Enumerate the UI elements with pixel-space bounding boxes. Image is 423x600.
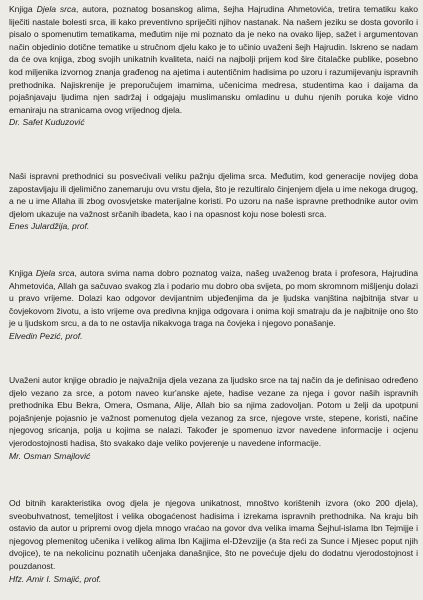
review-author: Elvedin Pezić, prof. [9,330,83,341]
book-title: Djela srca [35,268,75,278]
review-author: Hfz. Amir I. Smajić, prof. [9,573,102,584]
review-author: Mr. Osman Smajlović [9,450,91,461]
review-text [9,170,418,220]
review-4 [9,374,418,462]
review-text [9,374,418,450]
review-text [9,497,418,573]
review-3 [9,267,418,343]
review-prefix: Knjiga [9,4,37,14]
review-body: Naši ispravni prethodnici su posvećivali veliku pažnju djelima srca. Međutim, kod generacije novijeg doba zapostavljaju ili djelimično zanemaruju ovu vrstu djela, što je rezultiralo činjenjem djela u ime nekoga drugog, a ne u ime Allaha ili zbog ovosvjetske materijalne koristi. Po uzoru na naše ispravne prethodnike autor ovim djelom ukazuje na važnost srčanih ibadeta, kao i na opasnost koju nose bolesti srca. [9,171,418,219]
review-5 [9,497,418,585]
review-prefix: Knjiga [9,268,36,278]
review-body: , autora svima nama dobro poznatog vaiza, našeg uvaženog brata i profesora, Hajrudina Ahmetovića, Allah ga sačuvao svakog zla i podario mu dobro oba svijeta, po mom skromnom mišljenju dolazi u pravo vrijeme. Dolazi kao odgovor devijantnim ubjeđenjima da je ljudska vanjština najbitnija stvar u čovjekovom životu, a isto vrijeme ova predivna knjiga odgovara i onima koji smatraju da je najbitnije ono što je u ljudskom srcu, a da to ne ostavlja nikakvoga traga na čovjeka i njegovo ponašanje. [9,268,418,329]
review-body: Uvaženi autor knjige obradio je najvažnija djela vezana za ljudsko srce na taj način da je definisao određeno djelo vezano za srce, a potom naveo kur'anske ajete, hadise vezane za njega i govor naših ispravnih prethodnika Ebu Bekra, Omera, Osmana, Alije, Allah bio sa njima zadovoljan. Potom u želji da upotpuni pojašnjenje pojasnio je važnost pomenutog djela vezanog za srce, njegove vrste, stepene, koristi, načine njegovog sricanja, polja u kojima se nalazi. Također je spomenuo izvor navedene informacije i ocjenu vjerodostojnosti hadisa, što svakako daje veliko povjerenje u navedene informacije. [9,375,418,448]
review-body: Od bitnih karakteristika ovog djela je njegova unikatnost, mnoštvo korištenih izvora (oko 200 djela), sveobuhvatnost, temeljitost i velika obogaćenost hadisima i izrekama ispravnih prethodnika. Na kraju bih ostavio da autor u pripremi ovog djela mnogo vraćao na govor dva velika imama Šejhul-islama Ibn Tejmijje i njegovog plemenitog učenika i velikog alima Ibn Kajjima el-Dževzijje (a šta reći za Sunce i Mjesec poput njih dvojice), te na nekolicinu poznatih učenjaka današnjice, što ne povećuje djelu do dodatnu vjerodostojnost i pouzdanost. [9,498,418,571]
review-body: , autora, poznatog bosanskog alima, šejha Hajrudina Ahmetovića, tretira tematiku kako liječiti nastale bolesti srca, ili kako preventivno spriječiti njihov nastanak. Na našem jeziku se dosta govorilo i pisalo o spomenutim tematikama, međutim nije mi poznato da je neko na ovako lijep, sažet i argumentovan način objedinio dotične tematike u stručnom djelu kako je to učinio uvaženi šejh Hajrudin. Iskreno se nadam da će ova knjiga, zbog svojih unikatnih kvaliteta, naići na najbolji prijem kod šire čitalačke publike, posebno kod miljenika izvornog znanja građenog na ajetima i autentičnim hadisima po uzoru i razumijevanju ispravnih prethodnika. Najiskrenije je preporučujem imamima, učenicima medresa, studentima kao i daijama da pojašnjavaju ljudima njen sadržaj i odgajaju muslimansku omladinu u duhu njenih poruka koje vidno emaniraju na stranicama ovog vrijednog djela. [9,4,418,115]
review-author: Dr. Safet Kuduzović [9,117,85,128]
review-author: Enes Julardžija, prof. [9,221,90,232]
review-1 [9,3,418,129]
review-text [9,267,418,330]
review-2 [9,170,418,233]
review-text [9,3,418,116]
book-title: Djela srca [36,4,76,14]
